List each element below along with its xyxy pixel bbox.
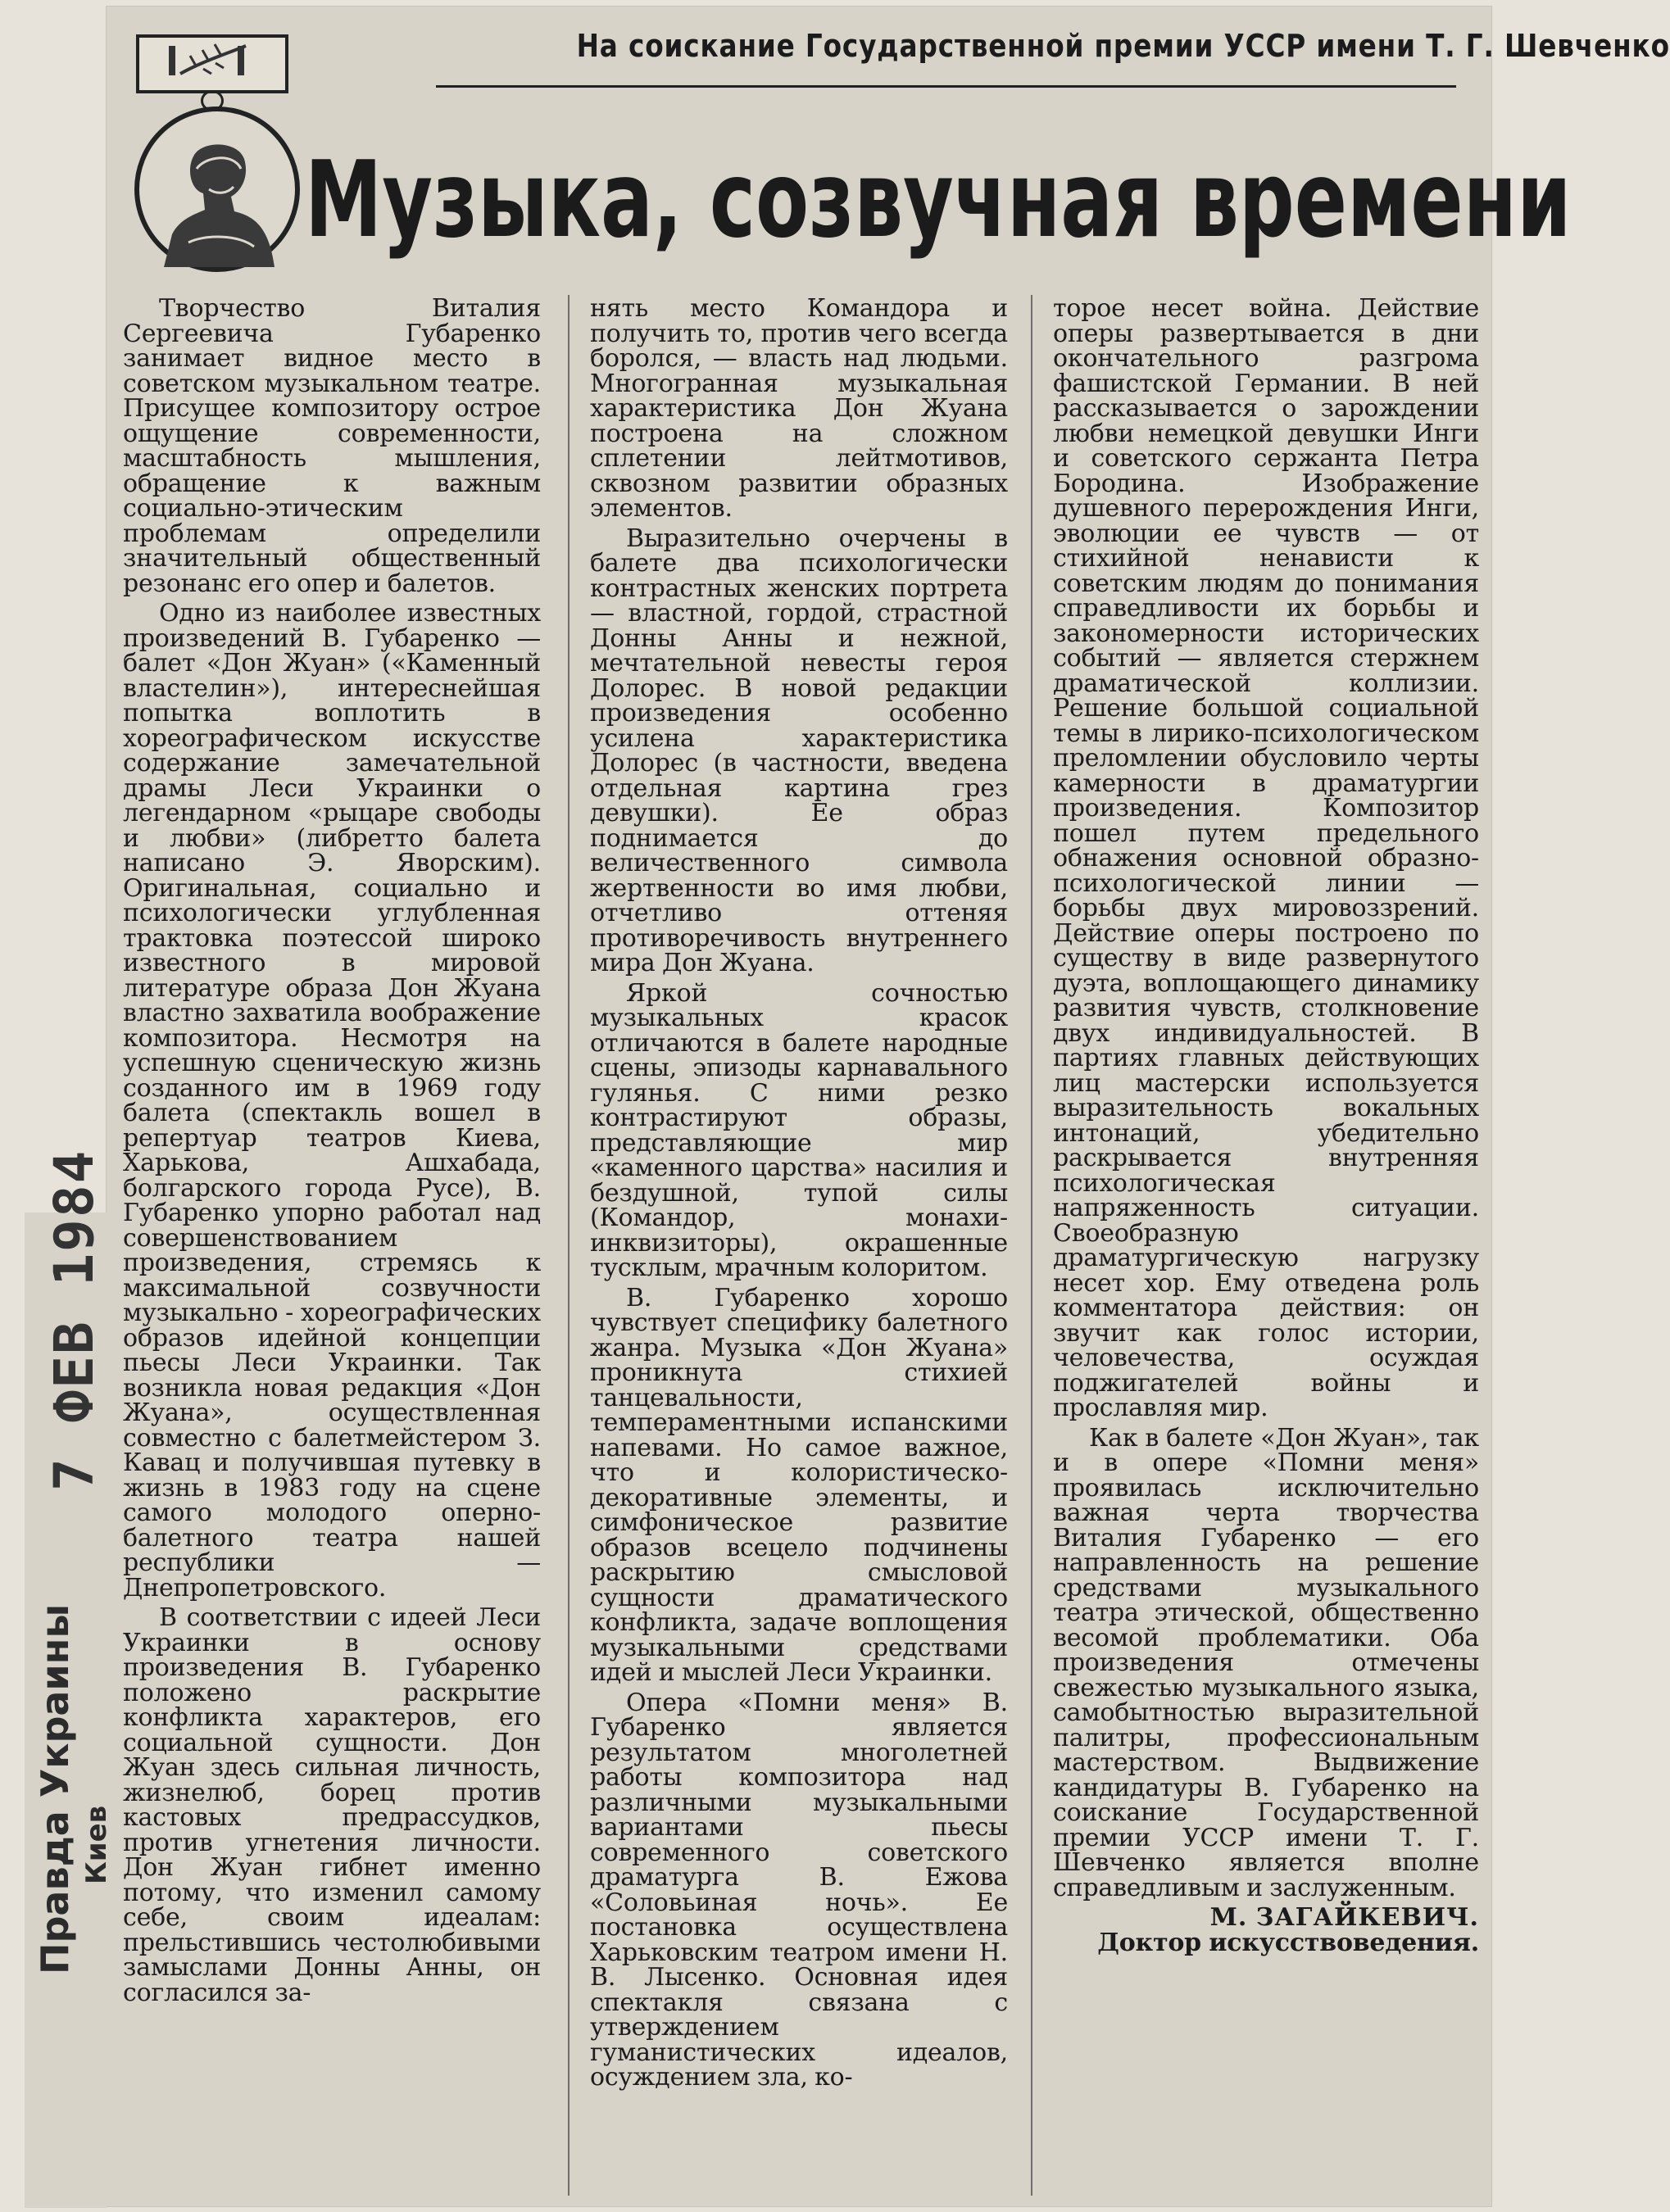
source-stamp: Правда Украины	[33, 1603, 77, 1974]
medal-ribbon-icon	[136, 34, 288, 93]
paragraph: В соответствии с идеей Леси Украинки в основу произведения В. Губаренко положено раскрытие конфликта характеров, его социальной сущности. Дон Жуан здесь сильная личность, жизнелюб, борец против кастовых предрассудков, против угнетения личности. Дон Жуан гибнет именно потому, что изменил самому себе, своим идеалам: прельстившись честолюбивыми замыслами Донны Анны, он согласился за-	[123, 1603, 541, 2007]
article-column-1	[123, 294, 541, 2205]
kicker-rule	[436, 85, 1456, 88]
paragraph: Творчество Виталия Сергеевича Губаренко занимает видное место в советском музыкальном театре. Присущее композитору острое ощущение современности, масштабность мышления, обращение к важным социально-этическим проблемам определили значительный общественный резонанс его опер и балетов.	[123, 294, 541, 598]
paragraph: Яркой сочностью музыкальных красок отличаются в балете народные сцены, эпизоды карнавального гулянья. С ними резко контрастируют образы, представляющие мир «каменного царства» насилия и бездушной, тупой силы (Командор, монахи-инквизиторы), окрашенные тусклым, мрачным колоритом.	[590, 978, 1008, 1282]
kicker-line: На соискание Государственной премии УССР имени Т. Г. Шевченко	[576, 28, 1670, 64]
article-column-2	[590, 294, 1008, 2205]
article-column-3	[1053, 294, 1479, 2205]
signature	[1053, 1903, 1479, 1957]
paragraph: Одно из наиболее известных произведений В. Губаренко — балет «Дон Жуан» («Каменный властелин»), интереснейшая попытка воплотить в хореографическом искусстве содержание замечательной драмы Леси Украинки о легендарном «рыцаре свободы и любви» (либретто балета написано Э. Яворским). Оригинальная, социально и психологически углубленная трактовка поэтессой широко известного в мировой литературе образа Дон Жуана властно захватила воображение композитора. Несмотря на успешную сценическую жизнь созданного им в 1969 году балета (спектакль вошел в репертуар театров Киева, Харькова, Ашхабада, болгарского города Русе), В. Губаренко упорно работал над совершенствованием произведения, стремясь к максимальной созвучности музыкально - хореографических образов идейной концепции пьесы Леси Украинки. Так возникла новая редакция «Дон Жуана», осуществленная совместно с балетмейстером З. Кавац и получившая путевку в жизнь в 1983 году на сцене самого молодого оперно-балетного театра нашей республики — Днепропетровского.	[123, 599, 541, 1602]
paragraph: Как в балете «Дон Жуан», так и в опере «Помни меня» проявилась исключительно важная черта творчества Виталия Губаренко — его направленность на решение средствами музыкального театра этической, общественно весомой проблематики. Оба произведения отмечены свежестью музыкального языка, самобытностью выразительной палитры, профессиональным мастерством. Выдвижение кандидатуры В. Губаренко на соискание Государственной премии УССР имени Т. Г. Шевченко является вполне справедливым и заслуженным.	[1053, 1423, 1479, 1902]
headline: Музыка, созвучная времени	[305, 139, 1572, 261]
city-stamp: Киев	[80, 1805, 113, 1884]
column-divider	[568, 295, 570, 2196]
paragraph: торое несет война. Действие оперы развертывается в дни окончательного разгрома фашистской Германии. В ней рассказывается о зарождении любви немецкой девушки Инги и советского сержанта Петра Бородина. Изображение душевного перерождения Инги, эволюции ее чувств — от стихийной ненависти к советским людям до понимания справедливости их борьбы и закономерности исторических событий — является стержнем драматической коллизии. Решение большой социальной темы в лирико-психологическом преломлении обусловило черты камерности в драматургии произведения. Композитор пошел путем предельного обнажения основной образно-психологической линии — борьбы двух мировоззрений. Действие оперы построено по существу в виде развернутого дуэта, воплощающего динамику развития чувств, столкновение двух индивидуальностей. В партиях главных действующих лиц мастерски используется выразительность вокальных интонаций, убедительно раскрывается внутренняя психологическая напряженность ситуации. Своеобразную драматургическую нагрузку несет хор. Ему отведена роль комментатора действия: он звучит как голос истории, человечества, осуждая поджигателей войны и прославляя мир.	[1053, 294, 1479, 1422]
paragraph: нять место Командора и получить то, против чего всегда боролся, — власть над людьми. Многогранная музыкальная характеристика Дон Жуана построена на сложном сплетении лейтмотивов, сквозном развитии образных элементов.	[590, 294, 1008, 523]
author-name: М. ЗАГАЙКЕВИЧ.	[1209, 1903, 1479, 1932]
paragraph: Выразительно очерчены в балете два психологически контрастных женских портрета — властной, гордой, страстной Донны Анны и нежной, мечтательной невесты героя Долорес. В новой редакции произведения особенно усилена характеристика Долорес (в частности, введена отдельная картина грез девушки). Ее образ поднимается до величественного символа жертвенности во имя любви, отчетливо оттеняя противоречивость внутреннего мира Дон Жуана.	[590, 524, 1008, 977]
paragraph: В. Губаренко хорошо чувствует специфику балетного жанра. Музыка «Дон Жуана» проникнута стихией танцевальности, темпераментными испанскими напевами. Но самое важное, что и колористическо-декоративные элементы, и симфоническое развитие образов всецело подчинены раскрытию смысловой сущности драматического конфликта, задаче воплощения музыкальными средствами идей и мыслей Леси Украинки.	[590, 1283, 1008, 1687]
paragraph: Опера «Помни меня» В. Губаренко является результатом многолетней работы композитора над различными музыкальными вариантами пьесы современного советского драматурга В. Ежова «Соловьиная ночь». Ее постановка осуществлена Харьковским театром имени Н. В. Лысенко. Основная идея спектакля связана с утверждением гуманистических идеалов, осуждением зла, ко-	[590, 1688, 1008, 2092]
date-stamp: 7 ФЕВ 1984	[43, 1149, 106, 1491]
author-title: Доктор искусствоведения.	[1097, 1928, 1479, 1957]
shevchenko-medal-icon	[134, 107, 300, 272]
column-divider	[1031, 295, 1032, 2196]
